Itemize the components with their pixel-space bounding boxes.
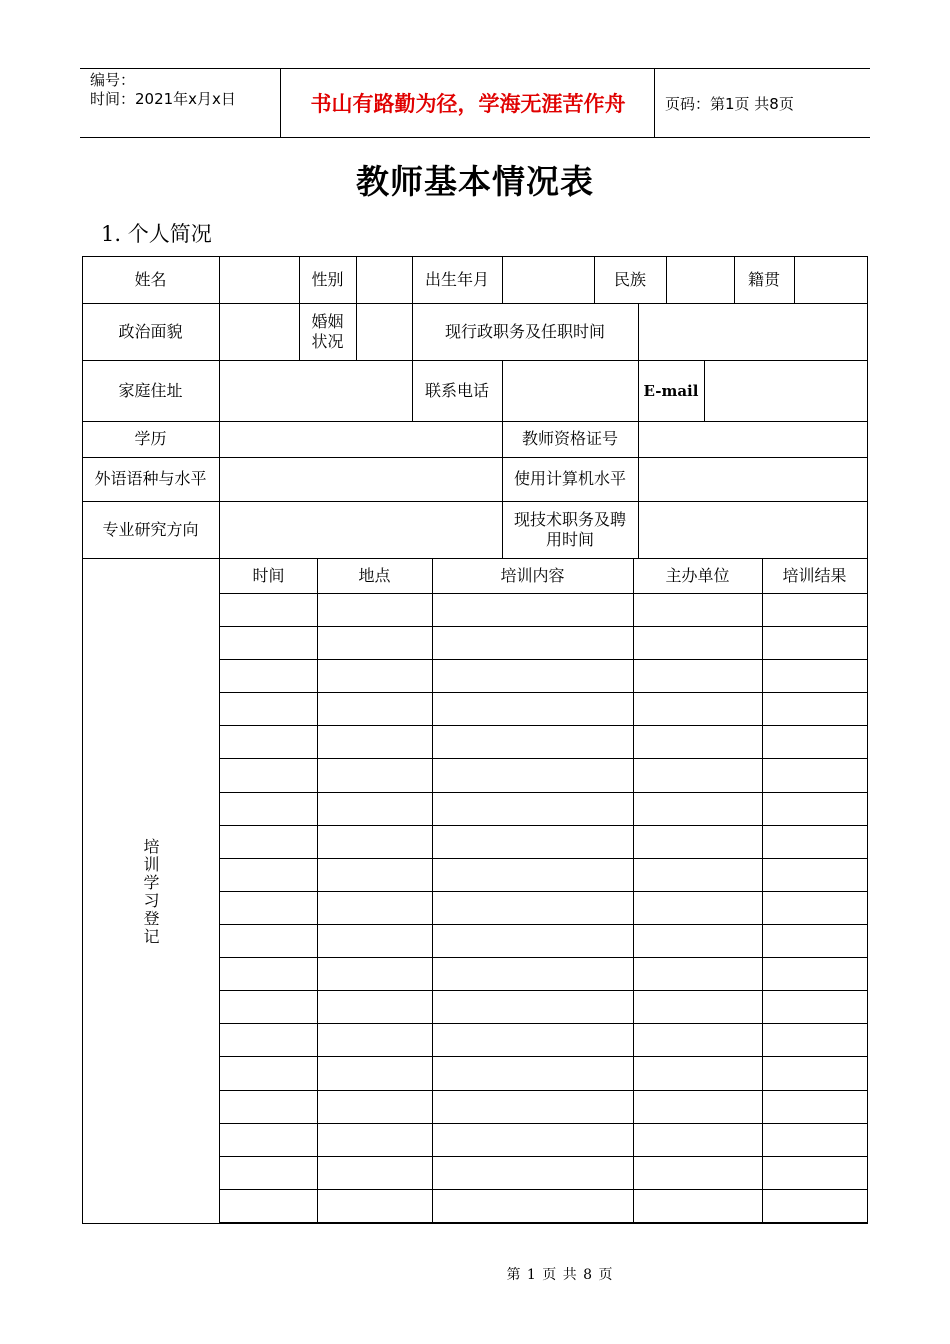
training-row-divider [219, 924, 868, 925]
page-header [80, 68, 870, 138]
label-ethnicity: 民族 [613, 269, 646, 289]
training-row-divider [219, 792, 868, 793]
page-footer: 第 1 页 共 8 页 [506, 1267, 614, 1283]
label-political: 政治面貌 [118, 321, 183, 341]
label-tech-post: 现技术职务及聘用时间 [513, 509, 626, 549]
training-row-divider [219, 891, 868, 892]
training-row-divider [219, 1222, 868, 1223]
training-row-divider [219, 725, 868, 726]
label-address: 家庭住址 [118, 380, 183, 400]
training-row-divider [219, 990, 868, 991]
training-row-divider [219, 593, 868, 594]
training-row-divider [219, 659, 868, 660]
label-language: 外语语种与水平 [94, 469, 207, 488]
label-teacher-cert: 教师资格证号 [521, 429, 618, 448]
header-organizer: 主办单位 [665, 566, 730, 585]
label-name: 姓名 [134, 269, 167, 289]
training-table [82, 559, 868, 1224]
training-row-divider [219, 1123, 868, 1124]
header-page-info: 页码：第1页 共8页 [665, 94, 794, 113]
header-content: 培训内容 [500, 566, 565, 585]
training-row-divider [219, 825, 868, 826]
time-label: 时间：2021年x月x日 [90, 90, 236, 108]
header-motto: 书山有路勤为径，学海无涯苦作舟 [282, 69, 655, 137]
code-label: 编号： [90, 71, 136, 89]
label-computer: 使用计算机水平 [513, 469, 626, 488]
training-row-divider [219, 858, 868, 859]
training-label: 培训学习登记 [141, 837, 160, 946]
training-row-divider [219, 1023, 868, 1024]
label-gender: 性别 [311, 269, 344, 289]
label-research: 专业研究方向 [102, 519, 199, 539]
training-row-divider [219, 1056, 868, 1057]
training-row-divider [219, 1189, 868, 1190]
training-row-divider [219, 626, 868, 627]
label-education: 学历 [134, 429, 167, 448]
header-meta [80, 69, 281, 137]
training-row-divider [219, 1156, 868, 1157]
label-native-place: 籍贯 [747, 269, 780, 289]
label-birth: 出生年月 [424, 269, 489, 289]
document-title: 教师基本情况表 [356, 162, 594, 201]
training-row-divider [219, 758, 868, 759]
header-location: 地点 [358, 566, 391, 585]
training-row-divider [219, 1090, 868, 1091]
header-result: 培训结果 [782, 566, 847, 585]
personal-info-table [82, 256, 868, 559]
label-phone: 联系电话 [424, 380, 489, 400]
training-row-divider [219, 692, 868, 693]
header-time: 时间 [252, 566, 285, 585]
section-title: 1. 个人简况 [101, 222, 212, 246]
training-row-divider [219, 957, 868, 958]
label-email: E-mail [643, 381, 699, 400]
label-admin-post: 现行政职务及任职时间 [444, 321, 605, 341]
label-marital: 婚姻状况 [311, 311, 344, 351]
